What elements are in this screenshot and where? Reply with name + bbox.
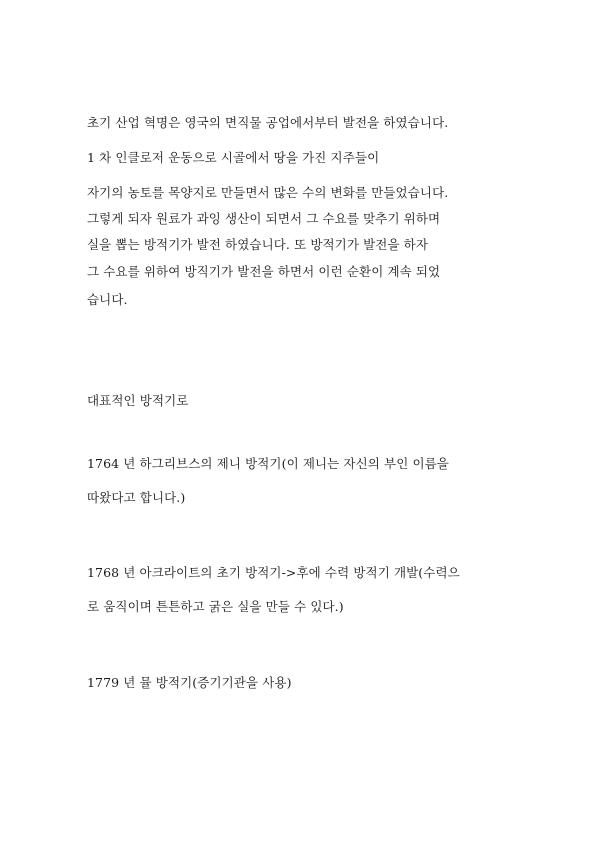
paragraph-line: 실을 뽑는 방적기가 발전 하였습니다. 또 방적기가 발전을 하자 xyxy=(87,237,429,252)
entry-arkwright-line: 로 움직이며 튼튼하고 굵은 실을 만들 수 있다.) xyxy=(87,599,344,614)
entry-arkwright-line: 1768 년 아크라이트의 초기 방적기->후에 수력 방적기 개발(수력으 xyxy=(87,565,460,580)
entry-jenny-line: 1764 년 하그리브스의 제니 방적기(이 제니는 자신의 부인 이름을 xyxy=(87,456,449,471)
paragraph-line: 그 수요를 위하여 방직기가 발전을 하면서 이런 순환이 계속 되었 xyxy=(87,264,441,279)
section-heading: 대표적인 방적기로 xyxy=(87,393,189,408)
entry-jenny-line: 따왔다고 합니다.) xyxy=(87,490,186,505)
paragraph-line: 그렇게 되자 원료가 과잉 생산이 되면서 그 수요를 맞추기 위하며 xyxy=(87,211,441,226)
paragraph-line: 초기 산업 혁명은 영국의 면직물 공업에서부터 발전을 하였습니다. xyxy=(87,115,449,130)
paragraph-line: 1 차 인클로저 운동으로 시골에서 땅을 가진 지주들이 xyxy=(87,150,380,165)
paragraph-line: 자기의 농토를 목양지로 만들면서 많은 수의 변화를 만들었습니다. xyxy=(87,185,449,200)
entry-mule-line: 1779 년 뮬 방적기(증기기관을 사용) xyxy=(87,675,292,690)
paragraph-line: 습니다. xyxy=(87,292,128,307)
